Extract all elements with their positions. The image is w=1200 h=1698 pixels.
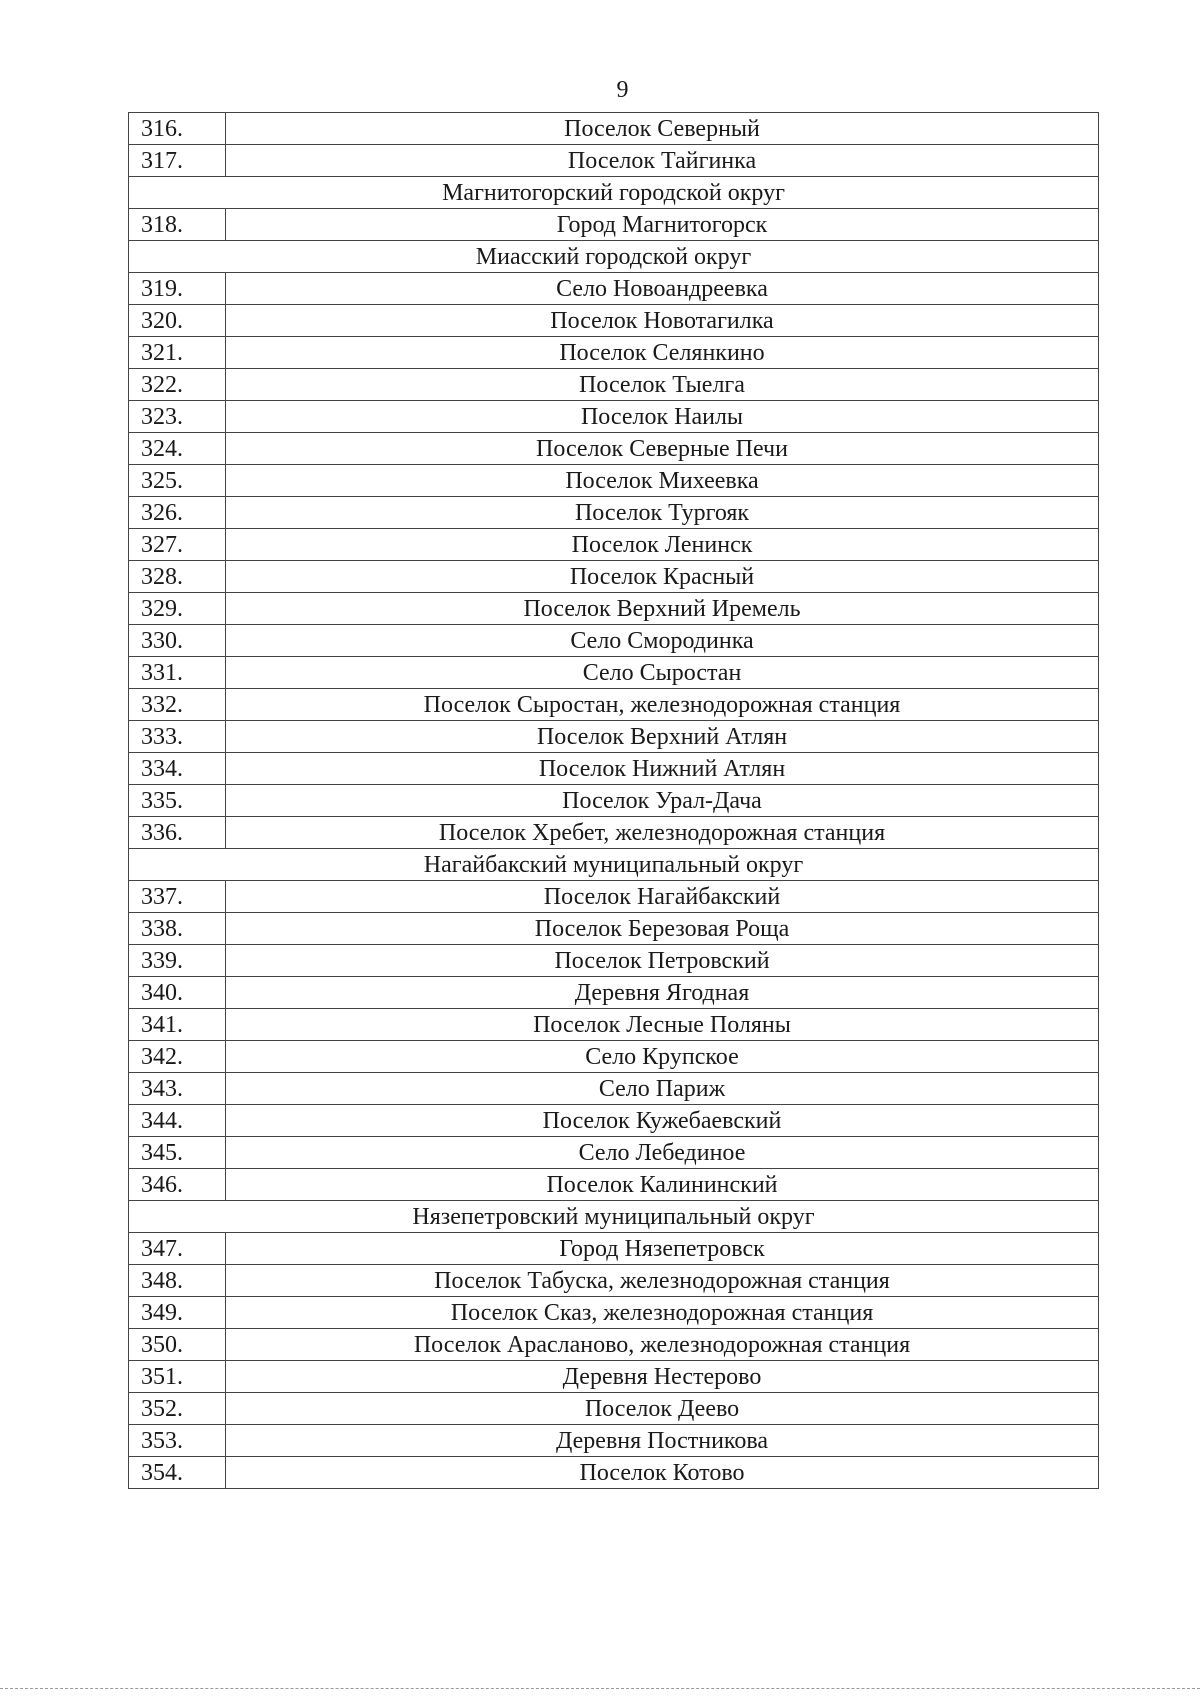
row-number: 353.	[129, 1425, 226, 1457]
settlement-name: Поселок Михеевка	[226, 465, 1099, 497]
table-row	[129, 689, 1099, 721]
row-number: 346.	[129, 1169, 226, 1201]
row-number: 329.	[129, 593, 226, 625]
table-row	[129, 1041, 1099, 1073]
row-number: 320.	[129, 305, 226, 337]
row-number: 319.	[129, 273, 226, 305]
row-number: 338.	[129, 913, 226, 945]
settlement-name: Поселок Селянкино	[226, 337, 1099, 369]
settlement-name: Поселок Нижний Атлян	[226, 753, 1099, 785]
page-bottom-divider	[0, 1688, 1200, 1689]
settlement-name: Деревня Ягодная	[226, 977, 1099, 1009]
row-number: 335.	[129, 785, 226, 817]
table-row	[129, 1361, 1099, 1393]
table-row	[129, 305, 1099, 337]
settlement-name: Поселок Тыелга	[226, 369, 1099, 401]
settlement-name: Село Смородинка	[226, 625, 1099, 657]
settlement-name: Поселок Котово	[226, 1457, 1099, 1489]
row-number: 322.	[129, 369, 226, 401]
table-row	[129, 433, 1099, 465]
district-title: Магнитогорский городской округ	[129, 177, 1099, 209]
settlement-name: Поселок Северный	[226, 113, 1099, 145]
row-number: 327.	[129, 529, 226, 561]
row-number: 325.	[129, 465, 226, 497]
table-row	[129, 209, 1099, 241]
table-row	[129, 401, 1099, 433]
settlement-name: Село Крупское	[226, 1041, 1099, 1073]
row-number: 350.	[129, 1329, 226, 1361]
table-row	[129, 881, 1099, 913]
table-row	[129, 337, 1099, 369]
row-number: 348.	[129, 1265, 226, 1297]
settlement-name: Село Лебединое	[226, 1137, 1099, 1169]
row-number: 330.	[129, 625, 226, 657]
table-row	[129, 1009, 1099, 1041]
settlement-name: Поселок Табуска, железнодорожная станция	[226, 1265, 1099, 1297]
table-row	[129, 1393, 1099, 1425]
table-row	[129, 1329, 1099, 1361]
row-number: 316.	[129, 113, 226, 145]
table-row	[129, 785, 1099, 817]
table-row	[129, 817, 1099, 849]
settlement-name: Поселок Хребет, железнодорожная станция	[226, 817, 1099, 849]
row-number: 354.	[129, 1457, 226, 1489]
table-row	[129, 145, 1099, 177]
district-header-row	[129, 1201, 1099, 1233]
table-row	[129, 1233, 1099, 1265]
table-row	[129, 1169, 1099, 1201]
settlement-name: Село Новоандреевка	[226, 273, 1099, 305]
table-row	[129, 593, 1099, 625]
settlement-name: Поселок Лесные Поляны	[226, 1009, 1099, 1041]
row-number: 332.	[129, 689, 226, 721]
table-row	[129, 369, 1099, 401]
row-number: 321.	[129, 337, 226, 369]
table-row	[129, 1073, 1099, 1105]
settlement-name: Поселок Петровский	[226, 945, 1099, 977]
district-header-row	[129, 241, 1099, 273]
row-number: 339.	[129, 945, 226, 977]
table-row	[129, 753, 1099, 785]
settlement-name: Поселок Сыростан, железнодорожная станция	[226, 689, 1099, 721]
row-number: 317.	[129, 145, 226, 177]
table-row	[129, 1297, 1099, 1329]
table-row	[129, 273, 1099, 305]
settlement-name: Поселок Арасланово, железнодорожная станция	[226, 1329, 1099, 1361]
settlement-name: Село Париж	[226, 1073, 1099, 1105]
table-row	[129, 625, 1099, 657]
settlement-name: Поселок Тайгинка	[226, 145, 1099, 177]
table-row	[129, 657, 1099, 689]
table-row	[129, 529, 1099, 561]
row-number: 334.	[129, 753, 226, 785]
district-title: Нязепетровский муниципальный округ	[129, 1201, 1099, 1233]
row-number: 337.	[129, 881, 226, 913]
settlement-name: Поселок Новотагилка	[226, 305, 1099, 337]
row-number: 333.	[129, 721, 226, 753]
district-header-row	[129, 849, 1099, 881]
row-number: 345.	[129, 1137, 226, 1169]
settlement-name: Поселок Верхний Атлян	[226, 721, 1099, 753]
settlement-name: Поселок Красный	[226, 561, 1099, 593]
page-number: 9	[616, 77, 629, 103]
settlement-name: Поселок Калининский	[226, 1169, 1099, 1201]
row-number: 342.	[129, 1041, 226, 1073]
row-number: 352.	[129, 1393, 226, 1425]
table-row	[129, 913, 1099, 945]
district-header-row	[129, 177, 1099, 209]
table-row	[129, 113, 1099, 145]
settlement-name: Поселок Ленинск	[226, 529, 1099, 561]
row-number: 349.	[129, 1297, 226, 1329]
row-number: 340.	[129, 977, 226, 1009]
settlement-name: Город Нязепетровск	[226, 1233, 1099, 1265]
settlements-table	[128, 112, 1099, 1489]
table-row	[129, 1457, 1099, 1489]
settlement-name: Поселок Березовая Роща	[226, 913, 1099, 945]
settlement-name: Город Магнитогорск	[226, 209, 1099, 241]
row-number: 331.	[129, 657, 226, 689]
settlement-name: Поселок Урал-Дача	[226, 785, 1099, 817]
row-number: 328.	[129, 561, 226, 593]
row-number: 351.	[129, 1361, 226, 1393]
table-row	[129, 721, 1099, 753]
row-number: 347.	[129, 1233, 226, 1265]
row-number: 323.	[129, 401, 226, 433]
settlement-name: Поселок Тургояк	[226, 497, 1099, 529]
table-row	[129, 1137, 1099, 1169]
settlement-name: Поселок Верхний Иремель	[226, 593, 1099, 625]
row-number: 326.	[129, 497, 226, 529]
district-title: Миасский городской округ	[129, 241, 1099, 273]
table-row	[129, 1105, 1099, 1137]
table-row	[129, 945, 1099, 977]
settlement-name: Поселок Деево	[226, 1393, 1099, 1425]
row-number: 341.	[129, 1009, 226, 1041]
settlement-name: Деревня Нестерово	[226, 1361, 1099, 1393]
row-number: 336.	[129, 817, 226, 849]
row-number: 324.	[129, 433, 226, 465]
row-number: 318.	[129, 209, 226, 241]
table-row	[129, 1265, 1099, 1297]
table-row	[129, 1425, 1099, 1457]
table-row	[129, 497, 1099, 529]
row-number: 343.	[129, 1073, 226, 1105]
settlements-table-body	[129, 113, 1099, 1489]
table-row	[129, 465, 1099, 497]
row-number: 344.	[129, 1105, 226, 1137]
table-row	[129, 977, 1099, 1009]
settlement-name: Поселок Сказ, железнодорожная станция	[226, 1297, 1099, 1329]
settlement-name: Поселок Наилы	[226, 401, 1099, 433]
settlement-name: Поселок Кужебаевский	[226, 1105, 1099, 1137]
table-row	[129, 561, 1099, 593]
district-title: Нагайбакский муниципальный округ	[129, 849, 1099, 881]
settlement-name: Село Сыростан	[226, 657, 1099, 689]
settlement-name: Деревня Постникова	[226, 1425, 1099, 1457]
settlement-name: Поселок Нагайбакский	[226, 881, 1099, 913]
settlement-name: Поселок Северные Печи	[226, 433, 1099, 465]
